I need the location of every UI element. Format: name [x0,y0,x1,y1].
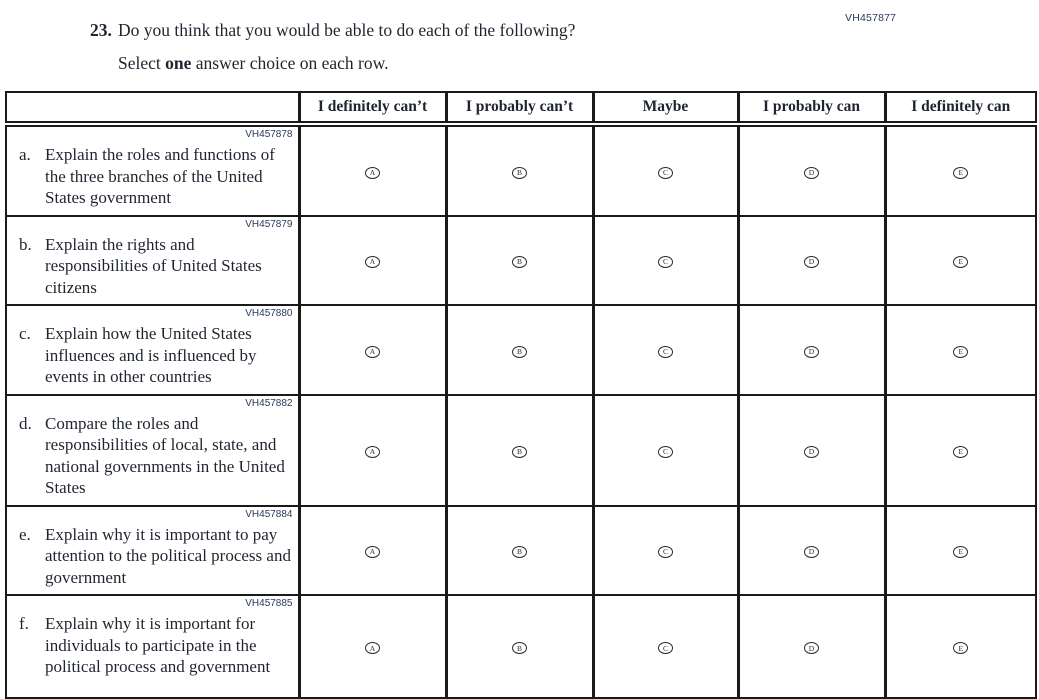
table-row-b [6,216,1036,306]
option-cell [593,595,738,698]
option-cell [738,216,885,306]
header-row [6,92,1036,124]
item-label: Explain why it is important to pay attention to the political process and government [45,524,291,587]
option-cell [446,395,593,506]
column-header-definitely-can: I definitely can [885,92,1036,124]
option-cell [446,595,593,698]
option-cell [446,216,593,306]
option-bubble-c[interactable]: C [658,642,673,654]
option-cell [446,305,593,395]
instruction-suffix: answer choice on each row. [191,53,389,73]
item-code: VH457885 [245,598,293,609]
option-bubble-a[interactable]: A [365,346,380,358]
option-bubble-e[interactable]: E [953,256,968,268]
item-cell [6,305,299,395]
column-header-maybe: Maybe [593,92,738,124]
option-bubble-a[interactable]: A [365,642,380,654]
option-bubble-a[interactable]: A [365,167,380,179]
instruction-prefix: Select [118,53,166,73]
option-cell [885,216,1036,306]
item-code: VH457880 [245,308,293,319]
option-cell [593,506,738,596]
option-bubble-c[interactable]: C [658,167,673,179]
item-label: Compare the roles and responsibilities of local, state, and national governments in the United States [45,413,285,497]
table-row-a [6,124,1036,216]
item-letter: c. [19,324,31,343]
option-cell [738,395,885,506]
option-bubble-d[interactable]: D [804,546,819,558]
option-cell [593,305,738,395]
column-header-definitely-cant: I definitely can’t [299,92,446,124]
option-cell [299,305,446,395]
table-row-e [6,506,1036,596]
option-bubble-e[interactable]: E [953,642,968,654]
option-cell [593,216,738,306]
option-bubble-e[interactable]: E [953,167,968,179]
item-cell [6,595,299,698]
option-cell [299,506,446,596]
option-cell [738,595,885,698]
item-cell [6,216,299,306]
question-number: 23. [90,20,112,40]
question-text: Do you think that you would be able to do each of the following? [118,20,576,40]
option-cell [738,124,885,216]
option-cell [446,506,593,596]
option-bubble-c[interactable]: C [658,446,673,458]
option-bubble-e[interactable]: E [953,446,968,458]
option-bubble-b[interactable]: B [512,642,527,654]
item-label: Explain how the United States influences and is influenced by events in other countries [45,324,257,386]
table-row-c [6,305,1036,395]
option-bubble-a[interactable]: A [365,446,380,458]
option-cell [593,395,738,506]
item-letter: f. [19,614,29,633]
table-row-f [6,595,1036,698]
option-bubble-d[interactable]: D [804,167,819,179]
option-bubble-c[interactable]: C [658,346,673,358]
table-row-d [6,395,1036,506]
option-cell [299,395,446,506]
option-cell [593,124,738,216]
column-header-probably-can: I probably can [738,92,885,124]
item-code: VH457878 [245,129,293,140]
question-block [90,19,790,74]
item-letter: a. [19,145,31,164]
column-header-probably-cant: I probably can’t [446,92,593,124]
option-bubble-a[interactable]: A [365,546,380,558]
option-cell [885,595,1036,698]
option-bubble-c[interactable]: C [658,546,673,558]
option-cell [885,305,1036,395]
option-bubble-d[interactable]: D [804,346,819,358]
item-code: VH457882 [245,397,293,409]
response-grid [5,91,1037,699]
option-bubble-b[interactable]: B [512,256,527,268]
item-cell [6,506,299,596]
item-letter: e. [19,524,31,544]
option-cell [299,595,446,698]
item-label: Explain the rights and responsibilities of United States citizens [45,234,262,297]
item-label: Explain the roles and functions of the three branches of the United States government [45,145,275,207]
item-label: Explain why it is important for individuals to participate in the political process and government [45,614,271,676]
item-letter: b. [19,234,32,254]
option-bubble-e[interactable]: E [953,346,968,358]
option-cell [885,395,1036,506]
option-cell [299,216,446,306]
item-cell [6,124,299,216]
option-bubble-b[interactable]: B [512,446,527,458]
option-bubble-b[interactable]: B [512,167,527,179]
option-bubble-d[interactable]: D [804,256,819,268]
item-code: VH457884 [245,508,293,520]
option-bubble-b[interactable]: B [512,346,527,358]
item-code: VH457879 [245,218,293,230]
empty-header-cell [6,92,299,124]
item-letter: d. [19,413,32,433]
option-cell [885,124,1036,216]
option-cell [885,506,1036,596]
option-bubble-c[interactable]: C [658,256,673,268]
instruction-emphasis: one [165,53,192,73]
page-code: VH457877 [845,12,897,24]
option-bubble-d[interactable]: D [804,642,819,654]
option-bubble-d[interactable]: D [804,446,819,458]
option-cell [738,506,885,596]
option-bubble-e[interactable]: E [953,546,968,558]
option-cell [446,124,593,216]
item-cell [6,395,299,506]
option-cell [299,124,446,216]
option-bubble-a[interactable]: A [365,256,380,268]
question-instruction [118,52,790,74]
option-bubble-b[interactable]: B [512,546,527,558]
option-cell [738,305,885,395]
